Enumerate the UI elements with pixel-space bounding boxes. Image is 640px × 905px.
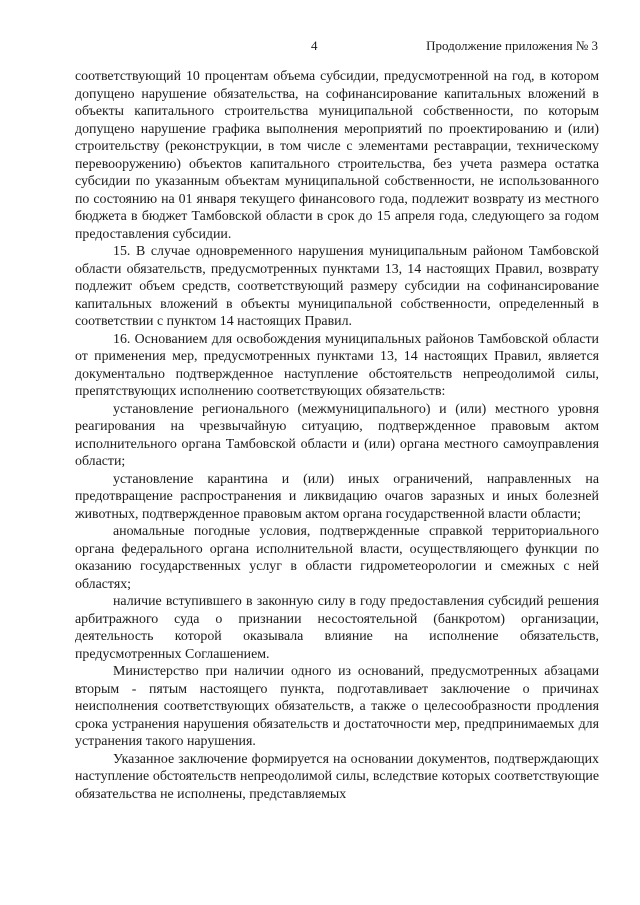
paragraph-conclusion: Указанное заключение формируется на основании документов, подтверждающих наступление обстоятельств непреодолимой силы, вследствие которых соответствующие обязательства не исполнены, представляемых — [75, 751, 599, 802]
annex-continuation-note: Продолжение приложения № 3 — [426, 38, 598, 53]
paragraph-regional-emergency: установление регионального (межмуниципального) и (или) местного уровня реагирования на чрезвычайную ситуацию, подтвержденное правовым актом исполнительного органа Тамбовской области и (или) органа местного самоуправления области; — [75, 401, 599, 469]
paragraph-quarantine: установление карантина и (или) иных ограничений, направленных на предотвращение распространения и ликвидацию очагов заразных и иных болезней животных, подтвержденное правовым актом органа государственной власти области; — [75, 471, 599, 522]
paragraph-continuation: соответствующий 10 процентам объема субсидии, предусмотренной на год, в котором допущено нарушение обязательства, на софинансирование капитальных вложений в объекты капитального строительства муниципальной собственности, по которым допущено нарушение графика выполнения мероприятий по проектированию и (или) строительству (реконструкции, в том числе с элементами реставрации, техническому перевооружению) объектов капитального строительства, без учета размера остатка субсидии по указанным объектам муниципальной собственности, не использованного по состоянию на 01 января текущего финансового года, подлежит возврату из местного бюджета в бюджет Тамбовской области в срок до 15 апреля года, следующего за годом предоставления субсидии. — [75, 69, 599, 242]
paragraph-ministry: Министерство при наличии одного из оснований, предусмотренных абзацами вторым - пятым настоящего пункта, подготавливает заключение о причинах неисполнения соответствующих обязательств, а также о целесообразности продления срока устранения нарушения обязательств и достаточности мер, предпринимаемых для устранения такого нарушения. — [75, 664, 599, 749]
paragraph-clause-16: 16. Основанием для освобождения муниципальных районов Тамбовской области от применения мер, предусмотренных пунктами 13, 14 настоящих Правил, является документально подтвержденное наступление обстоятельств непреодолимой силы, препятствующих исполнению соответствующих обязательств: — [75, 331, 599, 399]
paragraph-arbitration: наличие вступившего в законную силу в году предоставления субсидий решения арбитражного суда о признании несостоятельной (банкротом) организации, деятельность которой оказывала влияние на исполнение обязательств, предусмотренных Соглашением. — [75, 594, 599, 662]
paragraph-clause-15: 15. В случае одновременного нарушения муниципальным районом Тамбовской области обязательств, предусмотренных пунктами 13, 14 настоящих Правил, возврату подлежит объем средств, соответствующий размеру субсидии на софинансирование капитальных вложений в объекты муниципальной собственности, определенный в соответствии с пунктом 14 настоящих Правил. — [75, 244, 599, 329]
page-number: 4 — [311, 38, 318, 53]
document-body — [75, 68, 599, 803]
paragraph-weather: аномальные погодные условия, подтвержденные справкой территориального органа федерального органа исполнительной власти, осуществляющего функции по оказанию государственных услуг в области гидрометеорологии и смежных с ней областях; — [75, 524, 599, 592]
